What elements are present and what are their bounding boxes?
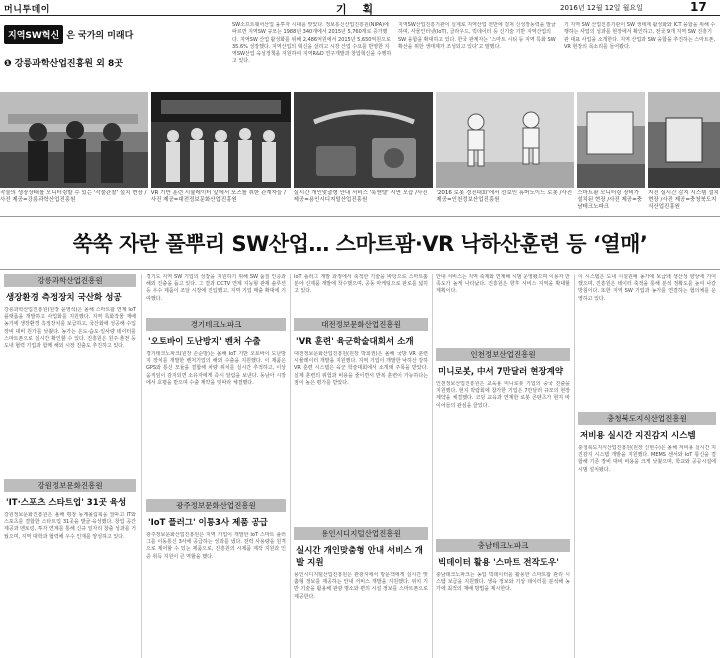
section-name: 기 획: [336, 3, 380, 16]
page-number: 17: [690, 0, 707, 14]
article-body: IoT 플러그 개발 과정에서 축적한 기술을 바탕으로 스마트홈 분야 신제품 개발에 착수했으며, 공동 마케팅으로 판로를 넓히고 있다.: [294, 274, 428, 295]
lead-paragraph-2: 지역SW산업진흥기관이 실제로 지역산업 전반에 걸쳐 신성장동력을 발굴하며, 사물인터넷(IoT), 클라우드, 빅데이터 등 신기술 기반 지역산업의 SW 융합을 확대하고 있다. 한국 관계자는 ‘스마트 시티 등 지역 특화 SW 확산을 위한 생태계가 조성되고 있다’고 말했다.: [398, 22, 556, 50]
column-divider: [574, 274, 575, 658]
series-logo-box: 지역SW혁신: [4, 25, 63, 44]
agency-tag: 강릉과학산업진흥원: [4, 274, 136, 287]
photo-caption: '2016 로봇 경진대회'에서 선보인 휴머노이드 로봇 /사진 제공=인천정보산업진흥원: [436, 190, 573, 203]
article-body: 안내 서비스는 지역 축제와 연계해 시범 운영됐으며 이용자 만족도가 높게 나타났다. 진흥원은 향후 서비스 지역을 확대할 계획이다.: [436, 274, 570, 295]
article-subhead: 'VR 훈련' 육군학술대회서 소개: [296, 337, 414, 347]
article-body: 인천정보산업진흥원은 교육용 미니로봇 기업의 중국 진출을 지원했다. 현지 박람회에 참가한 기업은 7만달러 규모의 현장 계약을 체결했다. 코딩 교육과 연계한 로봇 콘텐츠가 현지 바이어들의 관심을 끌었다.: [436, 381, 570, 409]
photo-caption: 실시간 개인맞춤형 안내 서비스 '룩앤텔' 시연 모습 /사진 제공=용인시디지털산업진흥원: [293, 190, 428, 203]
article-subhead: 생장환경 측정장치 국산화 성공: [6, 293, 122, 303]
photo-quake-sensor: [648, 92, 720, 188]
agency-tag: 용인시디지털산업진흥원: [294, 527, 428, 540]
photo-strip: [0, 92, 720, 188]
article-subhead: 실시간 개인맞춤형 안내 서비스 개발 지원: [296, 546, 423, 568]
agency-tag: 강원정보문화진흥원: [4, 479, 136, 492]
article-column-4: [436, 274, 570, 658]
photo-vr-team: [151, 92, 291, 188]
article-subhead: 'IT·스포츠 스타트업' 31곳 육성: [6, 498, 127, 508]
photo-caption: 작물의 생장상태를 모니터링할 수 있는 '작물관찰' 설치 현장 /사진 제공=강릉과학산업진흥원: [0, 190, 147, 203]
photo-guide-service: [294, 92, 434, 188]
article-body: 광주정보문화산업진흥원은 지역 기업이 개발한 IoT 스마트 플러그를 이동통신 3사에 공급하는 성과를 냈다. 전력 사용량을 원격으로 제어할 수 있는 제품으로, 진흥원의 시제품 제작 지원과 인증 취득 지원이 큰 역할을 했다.: [146, 532, 286, 560]
article-column-1: [4, 274, 136, 658]
series-subtitle: ❶ 강릉과학산업진흥원 외 8곳: [4, 59, 123, 69]
article-body: 충청북도지식산업진흥원(원장 신현수)은 올해 저비용 실시간 지진감지 시스템 개발을 지원했다. MEMS 센서와 IoT 통신을 결합해 기존 장비 대비 비용을 크게 낮췄으며, 학교와 공공시설에 시범 설치됐다.: [578, 445, 716, 473]
photo-caption: VR 기반 훈련 시뮬레이터 앞에서 포즈를 취한 관계자들 /사진 제공=대전정보문화산업진흥원: [150, 190, 286, 203]
photo-captions: [0, 190, 720, 216]
main-headline: [0, 216, 720, 270]
column-divider: [290, 274, 291, 658]
agency-tag: 충청북도지식산업진흥원: [578, 412, 716, 425]
article-subhead: 미니로봇, 中서 7만달러 현장계약: [438, 367, 564, 377]
column-divider: [141, 274, 142, 658]
lead-paragraph-3: 기 지역 SW 산업진흥기관이 SW 생태계 활성화와 ICT 융합을 위해 수행하는 사업의 성과를 현장에서 확인하고, 전국 9개 지역 SW 진흥기관 대표 사업을 소개한다. 지역 산업과 SW 융합을 추진하는 스마트폰, VR 현장의 목소리를 들어봤다.: [564, 22, 716, 50]
agency-tag: 대전정보문화산업진흥원: [294, 318, 428, 331]
column-divider: [432, 274, 433, 658]
article-column-3: [294, 274, 428, 658]
headline-text: 쑥쑥 자란 풀뿌리 SW산업… 스마트팜·VR 낙하산훈련 등 ‘열매’: [72, 232, 648, 256]
article-column-2: [146, 274, 286, 658]
agency-tag: 충남테크노파크: [436, 539, 570, 552]
article-body: 경기테크노파크(원장 손순방)는 올해 IoT 기반 오토바이 도난방지 장치를 개발한 벤처기업의 해외 수출을 지원했다. 이 제품은 GPS와 통신 모듈을 결합해 차량 위치를 실시간 추적하고, 이상 움직임이 감지되면 소유자에게 즉시 알림을 보낸다. 동남아 시장에서 호평을 받으며 수출 계약을 잇따라 체결했다.: [146, 351, 286, 386]
article-subhead: 'IoT 플러그' 이통3사 제품 공급: [148, 518, 268, 528]
photo-robots: [436, 92, 574, 188]
article-body: 강릉과학산업진흥원(원장 윤영석)은 올해 스마트팜 연계 IoT 플랫폼을 개발하고 사업화를 지원했다. 지역 특화작물 재배 농가에 생장환경 측정장치를 보급하고, 국산화에 성공해 수입 장비 대비 원가를 낮췄다. 농가는 온도·습도·일사량 데이터를 스마트폰으로 실시간 확인할 수 있다. 진흥원은 원주·춘천 등 도내 협력 기업과 함께 해외 시장 진출도 추진하고 있다.: [4, 307, 136, 350]
article-body: 강원정보문화진흥원은 올해 평창 동계올림픽을 앞두고 IT와 스포츠를 결합한 스타트업 31곳을 발굴·육성했다. 창업 공간 제공과 멘토링, 투자 연계를 통해 신규 일자리 창출 성과를 거뒀으며, 지역 대학과 협력해 우수 인재를 양성하고 있다.: [4, 512, 136, 540]
article-body: 경기도 지역 SW 기업의 성장을 지원하기 위해 SW 품질 인증과 해외 진출을 돕고 있다. 그 결과 CCTV 연계 지능형 관제 솔루션 등 우수 제품이 조달 시장에 진입했고, 지역 기업 매출 확대에 기여했다.: [146, 274, 286, 302]
article-subhead: 저비용 실시간 지진감지 시스템: [580, 431, 696, 441]
article-subhead: '오토바이 도난방지' 벤처 수출: [148, 337, 261, 347]
photo-farm-sensor: [0, 92, 148, 188]
article-column-5: [578, 274, 716, 658]
article-body: 이 시스템은 도내 시설원예 농가에 보급돼 생산성 향상에 기여했으며, 진흥원은 데이터 축적을 통해 분석 정확도를 높여 나갈 방침이다. 또한 지역 SW 기업과 농가를 연결하는 협의체를 운영하고 있다.: [578, 274, 716, 302]
issue-date: 2016년 12월 12일 월요일: [560, 4, 643, 12]
article-body: 충남테크노파크는 농업 빅데이터를 활용한 스마트팜 관리 시스템 보급을 지원했다. 생육 정보와 기상 데이터를 분석해 농가에 최적의 재배 방법을 제시한다.: [436, 572, 570, 593]
agency-tag: 광주정보문화산업진흥원: [146, 499, 286, 512]
agency-tag: 경기테크노파크: [146, 318, 286, 331]
photo-caption: 지진 실시간 감지 시스템 설치 현장 /사진 제공=충청북도지식산업진흥원: [648, 190, 719, 210]
series-logo: [4, 22, 224, 46]
agency-tag: 인천정보산업진흥원: [436, 348, 570, 361]
photo-smart-farm: [577, 92, 645, 188]
article-body: 용인시디지털산업진흥원은 관광지에서 방문객에게 실시간 맞춤형 정보를 제공하는 안내 서비스 개발을 지원했다. 위치 기반 기술을 활용해 관광 명소와 편의 시설 정보를 스마트폰으로 제공한다.: [294, 572, 428, 600]
article-subhead: 빅데이터 활용 '스마트 전작도우': [438, 558, 559, 568]
lead-paragraph-1: SW소프트웨어산업 융투자 시대를 맞았다. 정보통신산업진흥원(NIPA)에 따르면 지역SW 규모는 1988년 340개에서 2015년 5,760개로 증가했다. 지역SW 산업 활성화를 위해 2,486억원에서 2015년 5,650억원으로 35.6% 성장했다. 지역산업의 혁신을 살리고 시장 산업 수요를 반영한 지역SW산업 육성정책을 지원하여 지역R&D 연구개발과 창업혁신을 수행하고 있다.: [232, 22, 392, 65]
series-logo-text: 은 국가의 미래다: [66, 30, 134, 41]
article-body: 대전정보문화산업진흥원(원장 박희권)은 올해 국방 VR 훈련 시뮬레이터 개발을 지원했다. 지역 기업이 개발한 낙하산 강하 VR 훈련 시스템은 육군 학술대회에서 소개돼 주목을 받았다. 실제 훈련의 위험과 비용을 줄이면서 반복 훈련이 가능하다는 점이 높은 평가를 받았다.: [294, 351, 428, 386]
newspaper-name: 머니투데이: [4, 5, 50, 15]
photo-caption: 스마트팜 모니터링 장비가 설치된 현장 /사진 제공=충남테크노파크: [577, 190, 643, 210]
page-header: [0, 0, 720, 16]
series-intro: [4, 22, 224, 90]
